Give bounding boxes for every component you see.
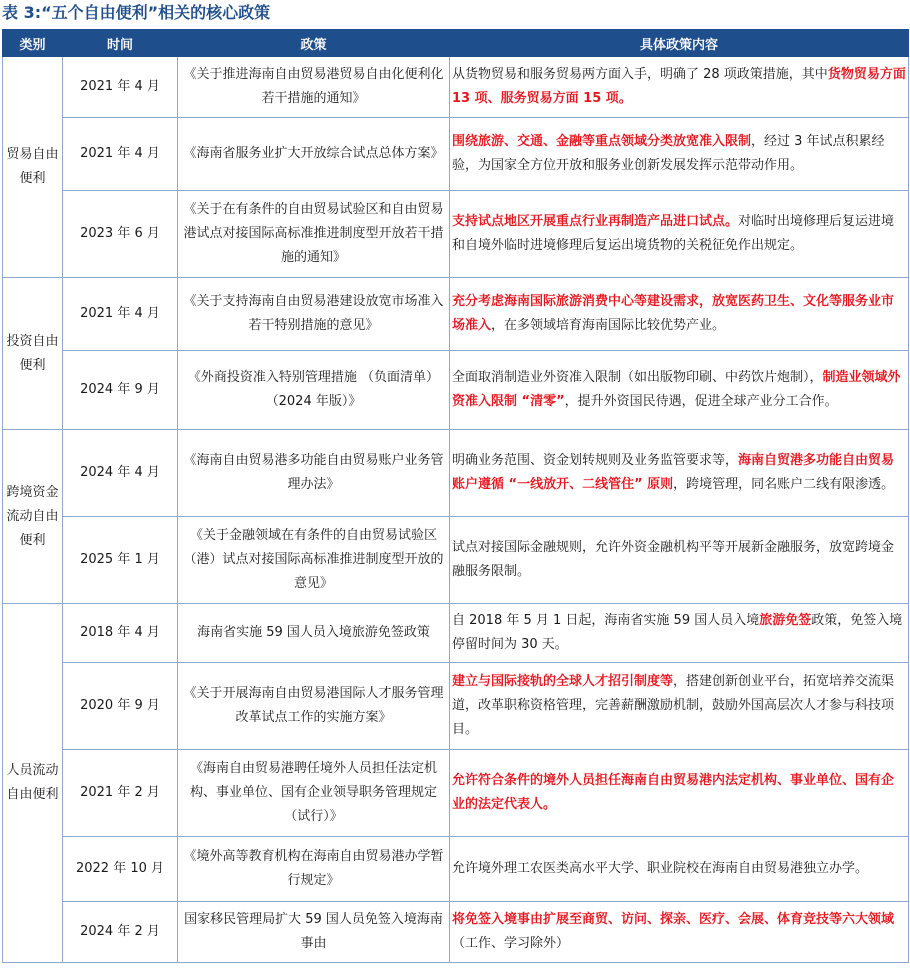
time-cell: 2021 年 2 月 — [63, 750, 178, 837]
policy-cell: 《海南自由贸易港多功能自由贸易账户业务管理办法》 — [178, 430, 450, 517]
highlight-text: 将免签入境事由扩展至商贸、访问、探亲、医疗、会展、体育竞技等六大领域 — [452, 912, 895, 927]
content-cell — [450, 902, 909, 963]
policy-cell: 《关于推进海南自由贸易港贸易自由化便利化若干措施的通知》 — [178, 57, 450, 118]
policy-cell: 《关于开展海南自由贸易港国际人才服务管理改革试点工作的实施方案》 — [178, 663, 450, 750]
policy-cell: 《境外高等教育机构在海南自由贸易港办学暂行规定》 — [178, 837, 450, 902]
table-row — [3, 750, 909, 837]
time-cell: 2024 年 2 月 — [63, 902, 178, 963]
time-cell: 2024 年 4 月 — [63, 430, 178, 517]
content-text: 政策，免签入境停留时间为 30 天。 — [452, 613, 903, 652]
table-row — [3, 663, 909, 750]
content-cell — [450, 57, 909, 118]
content-cell — [450, 604, 909, 663]
table-row — [3, 604, 909, 663]
highlight-text: 围绕旅游、交通、金融等重点领域分类放宽准入限制 — [452, 134, 752, 149]
time-cell: 2025 年 1 月 — [63, 517, 178, 604]
policy-cell: 《关于金融领域在有条件的自由贸易试验区（港）试点对接国际高标准推进制度型开放的意见》 — [178, 517, 450, 604]
header-content: 具体政策内容 — [450, 30, 909, 57]
highlight-text: 海南自贸港多功能自由贸易账户遵循 “一线放开、二线管住” 原则 — [452, 453, 895, 492]
highlight-text: 建立与国际接轨的全球人才招引制度等 — [452, 674, 674, 689]
policy-cell: 《海南自由贸易港聘任境外人员担任法定机构、事业单位、国有企业领导职务管理规定（试行）》 — [178, 750, 450, 837]
table-row — [3, 517, 909, 604]
highlight-text: 货物贸易方面 13 项、服务贸易方面 15 项。 — [452, 67, 906, 106]
header-policy: 政策 — [178, 30, 450, 57]
content-text: ，搭建创新创业平台，拓宽培养交流渠道，改革职称资格管理，完善薪酬激励机制，鼓励外国高层次人才参与科技项目。 — [452, 674, 895, 737]
content-text: ，在多领域培育海南国际比较优势产业。 — [491, 318, 726, 333]
policy-cell: 《海南省服务业扩大开放综合试点总体方案》 — [178, 118, 450, 191]
content-cell — [450, 278, 909, 351]
content-text: ，跨境管理，同名账户二线有限渗透。 — [673, 477, 895, 492]
content-cell — [450, 517, 909, 604]
policy-cell: 海南省实施 59 国人员入境旅游免签政策 — [178, 604, 450, 663]
policy-cell: 《外商投资准入特别管理措施 （负面清单）（2024 年版）》 — [178, 351, 450, 430]
table-row — [3, 430, 909, 517]
header-time: 时间 — [63, 30, 178, 57]
content-text: 全面取消制造业外资准入限制（如出版物印刷、中药饮片炮制）， — [452, 370, 823, 385]
header-row — [3, 30, 909, 57]
policy-cell: 《关于支持海南自由贸易港建设放宽市场准入若干特别措施的意见》 — [178, 278, 450, 351]
time-cell: 2021 年 4 月 — [63, 278, 178, 351]
time-cell: 2018 年 4 月 — [63, 604, 178, 663]
time-cell: 2022 年 10 月 — [63, 837, 178, 902]
highlight-text: 制造业领域外资准入限制 “清零” — [452, 370, 901, 409]
time-cell: 2023 年 6 月 — [63, 191, 178, 278]
content-text: 从货物贸易和服务贸易两方面入手，明确了 28 项政策措施，其中 — [452, 67, 828, 82]
content-cell — [450, 118, 909, 191]
table-row — [3, 837, 909, 902]
content-text: ，经过 3 年试点积累经验，为国家全方位开放和服务业创新发展发挥示范带动作用。 — [452, 134, 885, 173]
category-cell: 贸易自由便利 — [3, 57, 63, 278]
highlight-text: 允许符合条件的境外人员担任海南自由贸易港内法定机构、事业单位、国有企业的法定代表人。 — [452, 773, 895, 812]
highlight-text: 充分考虑海南国际旅游消费中心等建设需求，放宽医药卫生、文化等服务业市场准入 — [452, 294, 895, 333]
header-category: 类别 — [3, 30, 63, 57]
time-cell: 2024 年 9 月 — [63, 351, 178, 430]
content-cell — [450, 837, 909, 902]
time-cell: 2021 年 4 月 — [63, 118, 178, 191]
highlight-text: 支持试点地区开展重点行业再制造产品进口试点。 — [452, 214, 739, 229]
table-row — [3, 351, 909, 430]
content-text: （工作、学习除外） — [452, 936, 570, 951]
time-cell: 2021 年 4 月 — [63, 57, 178, 118]
table-row — [3, 278, 909, 351]
table-row — [3, 57, 909, 118]
content-cell — [450, 430, 909, 517]
category-cell: 跨境资金流动自由便利 — [3, 430, 63, 604]
table-row — [3, 191, 909, 278]
content-cell — [450, 663, 909, 750]
content-text: 允许境外理工农医类高水平大学、职业院校在海南自由贸易港独立办学。 — [452, 861, 869, 876]
time-cell: 2020 年 9 月 — [63, 663, 178, 750]
content-text: 试点对接国际金融规则，允许外资金融机构平等开展新金融服务，放宽跨境金融服务限制。 — [452, 540, 895, 579]
content-text: 自 2018 年 5 月 1 日起，海南省实施 59 国人员入境 — [452, 613, 760, 628]
category-cell: 投资自由便利 — [3, 278, 63, 430]
highlight-text: 旅游免签 — [759, 613, 812, 628]
content-cell — [450, 750, 909, 837]
policy-cell: 国家移民管理局扩大 59 国人员免签入境海南事由 — [178, 902, 450, 963]
policy-table — [2, 29, 909, 963]
table-row — [3, 118, 909, 191]
content-text: ，提升外资国民待遇，促进全球产业分工合作。 — [564, 394, 838, 409]
content-cell — [450, 351, 909, 430]
content-cell — [450, 191, 909, 278]
policy-cell: 《关于在有条件的自由贸易试验区和自由贸易港试点对接国际高标准推进制度型开放若干措施的通知》 — [178, 191, 450, 278]
category-cell: 人员流动自由便利 — [3, 604, 63, 963]
content-text: 对临时出境修理后复运进境和自境外临时进境修理后复运出境货物的关税征免作出规定。 — [452, 214, 895, 253]
table-row — [3, 902, 909, 963]
table-title: 表 3:“五个自由便利”相关的核心政策 — [2, 3, 271, 22]
content-text: 明确业务范围、资金划转规则及业务监管要求等， — [452, 453, 739, 468]
